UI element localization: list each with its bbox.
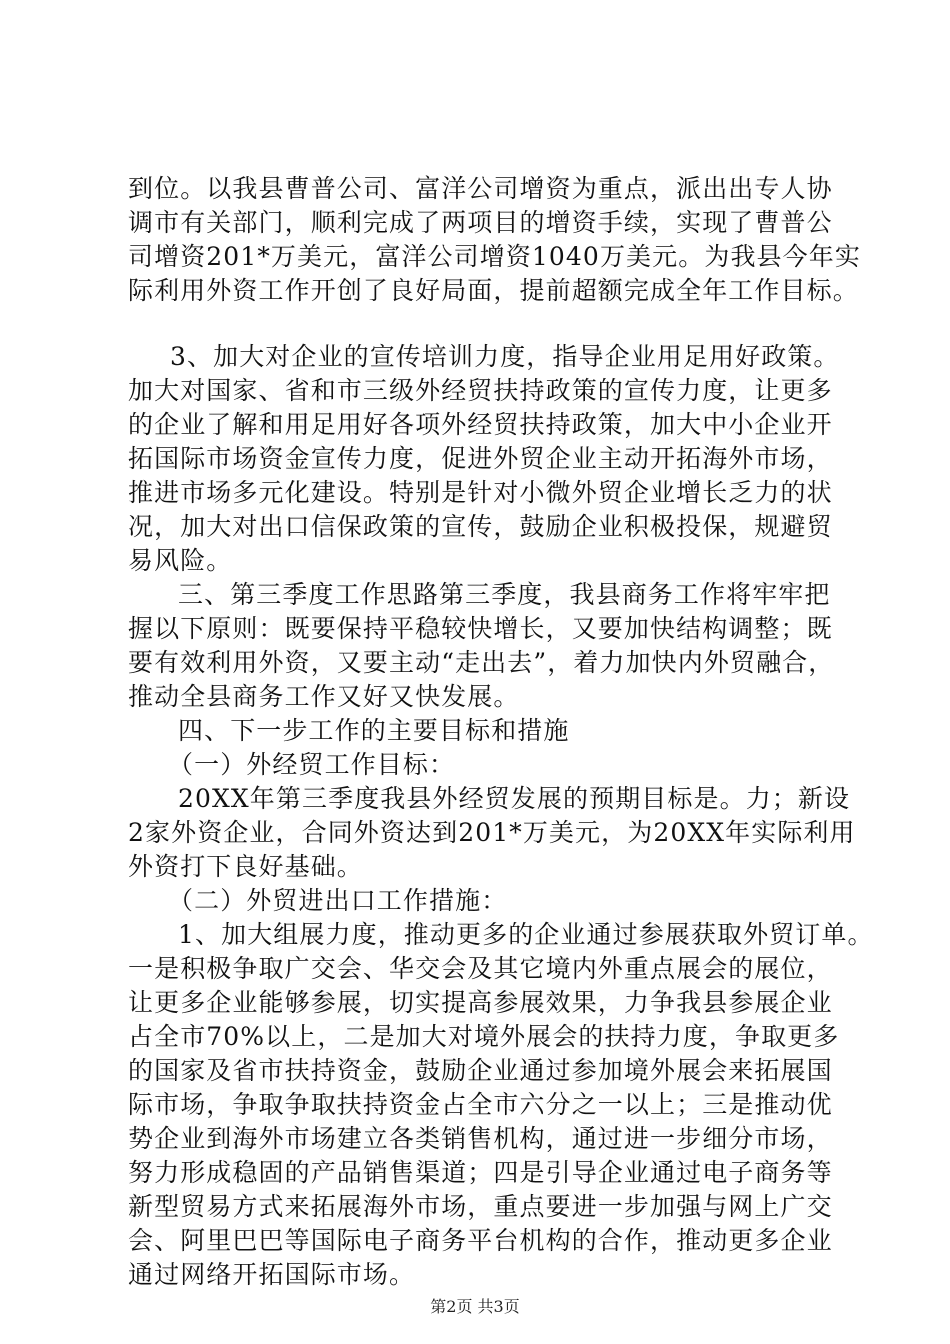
body-text-line: 2家外资企业，合同外资达到201*万美元，为20XX年实际利用: [128, 818, 856, 847]
body-text-line: 一是积极争取广交会、华交会及其它境内外重点展会的展位，: [128, 954, 833, 983]
body-text-line: 20XX年第三季度我县外经贸发展的预期目标是。力；新设: [178, 784, 851, 813]
body-text-line: 努力形成稳固的产品销售渠道；四是引导企业通过电子商务等: [128, 1158, 833, 1187]
page-number-footer: 第2页 共3页: [430, 1297, 520, 1316]
body-text-line: 拓国际市场资金宣传力度，促进外贸企业主动开拓海外市场，: [128, 444, 833, 473]
body-text-line: 1、加大组展力度，推动更多的企业通过参展获取外贸订单。: [178, 920, 874, 949]
body-text-line: 势企业到海外市场建立各类销售机构，通过进一步细分市场，: [128, 1124, 833, 1153]
body-text-line: 会、阿里巴巴等国际电子商务平台机构的合作，推动更多企业: [128, 1226, 833, 1255]
subsection-heading: （二）外贸进出口工作措施：: [168, 886, 508, 915]
body-text-line: 的企业了解和用足用好各项外经贸扶持政策，加大中小企业开: [128, 410, 833, 439]
body-text-line: 到位。以我县曹普公司、富洋公司增资为重点，派出出专人协: [128, 174, 833, 203]
body-text-line: 易风险。: [128, 546, 233, 575]
body-text-line: 的国家及省市扶持资金，鼓励企业通过参加境外展会来拓展国: [128, 1056, 833, 1085]
body-text-line: 握以下原则：既要保持平稳较快增长，又要加快结构调整；既: [128, 614, 833, 643]
body-text-line: 况，加大对出口信保政策的宣传，鼓励企业积极投保，规避贸: [128, 512, 833, 541]
body-text-line: 推动全县商务工作又好又快发展。: [128, 682, 520, 711]
body-text-line: 通过网络开拓国际市场。: [128, 1260, 416, 1289]
body-text-line: 让更多企业能够参展，切实提高参展效果，力争我县参展企业: [128, 988, 833, 1017]
body-text-line: 要有效利用外资，又要主动“走出去”，着力加快内外贸融合，: [128, 648, 835, 677]
subsection-heading: （一）外经贸工作目标：: [168, 750, 456, 779]
body-text-line: 司增资201*万美元，富洋公司增资1040万美元。为我县今年实: [128, 242, 861, 271]
body-text-line: 3、加大对企业的宣传培训力度，指导企业用足用好政策。: [170, 342, 840, 371]
body-text-line: 加大对国家、省和市三级外经贸扶持政策的宣传力度，让更多: [128, 376, 833, 405]
body-text-line: 际市场，争取争取扶持资金占全市六分之一以上；三是推动优: [128, 1090, 833, 1119]
body-text-line: 推进市场多元化建设。特别是针对小微外贸企业增长乏力的状: [128, 478, 833, 507]
section-heading: 四、下一步工作的主要目标和措施: [178, 716, 570, 745]
body-text-line: 调市有关部门，顺利完成了两项目的增资手续，实现了曹普公: [128, 208, 833, 237]
body-text-line: 新型贸易方式来拓展海外市场，重点要进一步加强与网上广交: [128, 1192, 833, 1221]
body-text-line: 外资打下良好基础。: [128, 852, 363, 881]
body-text-line: 占全市70%以上，二是加大对境外展会的扶持力度，争取更多: [128, 1022, 840, 1051]
body-text-line: 际利用外资工作开创了良好局面，提前超额完成全年工作目标。: [128, 276, 859, 305]
section-heading-line: 三、第三季度工作思路第三季度，我县商务工作将牢牢把: [178, 580, 831, 609]
